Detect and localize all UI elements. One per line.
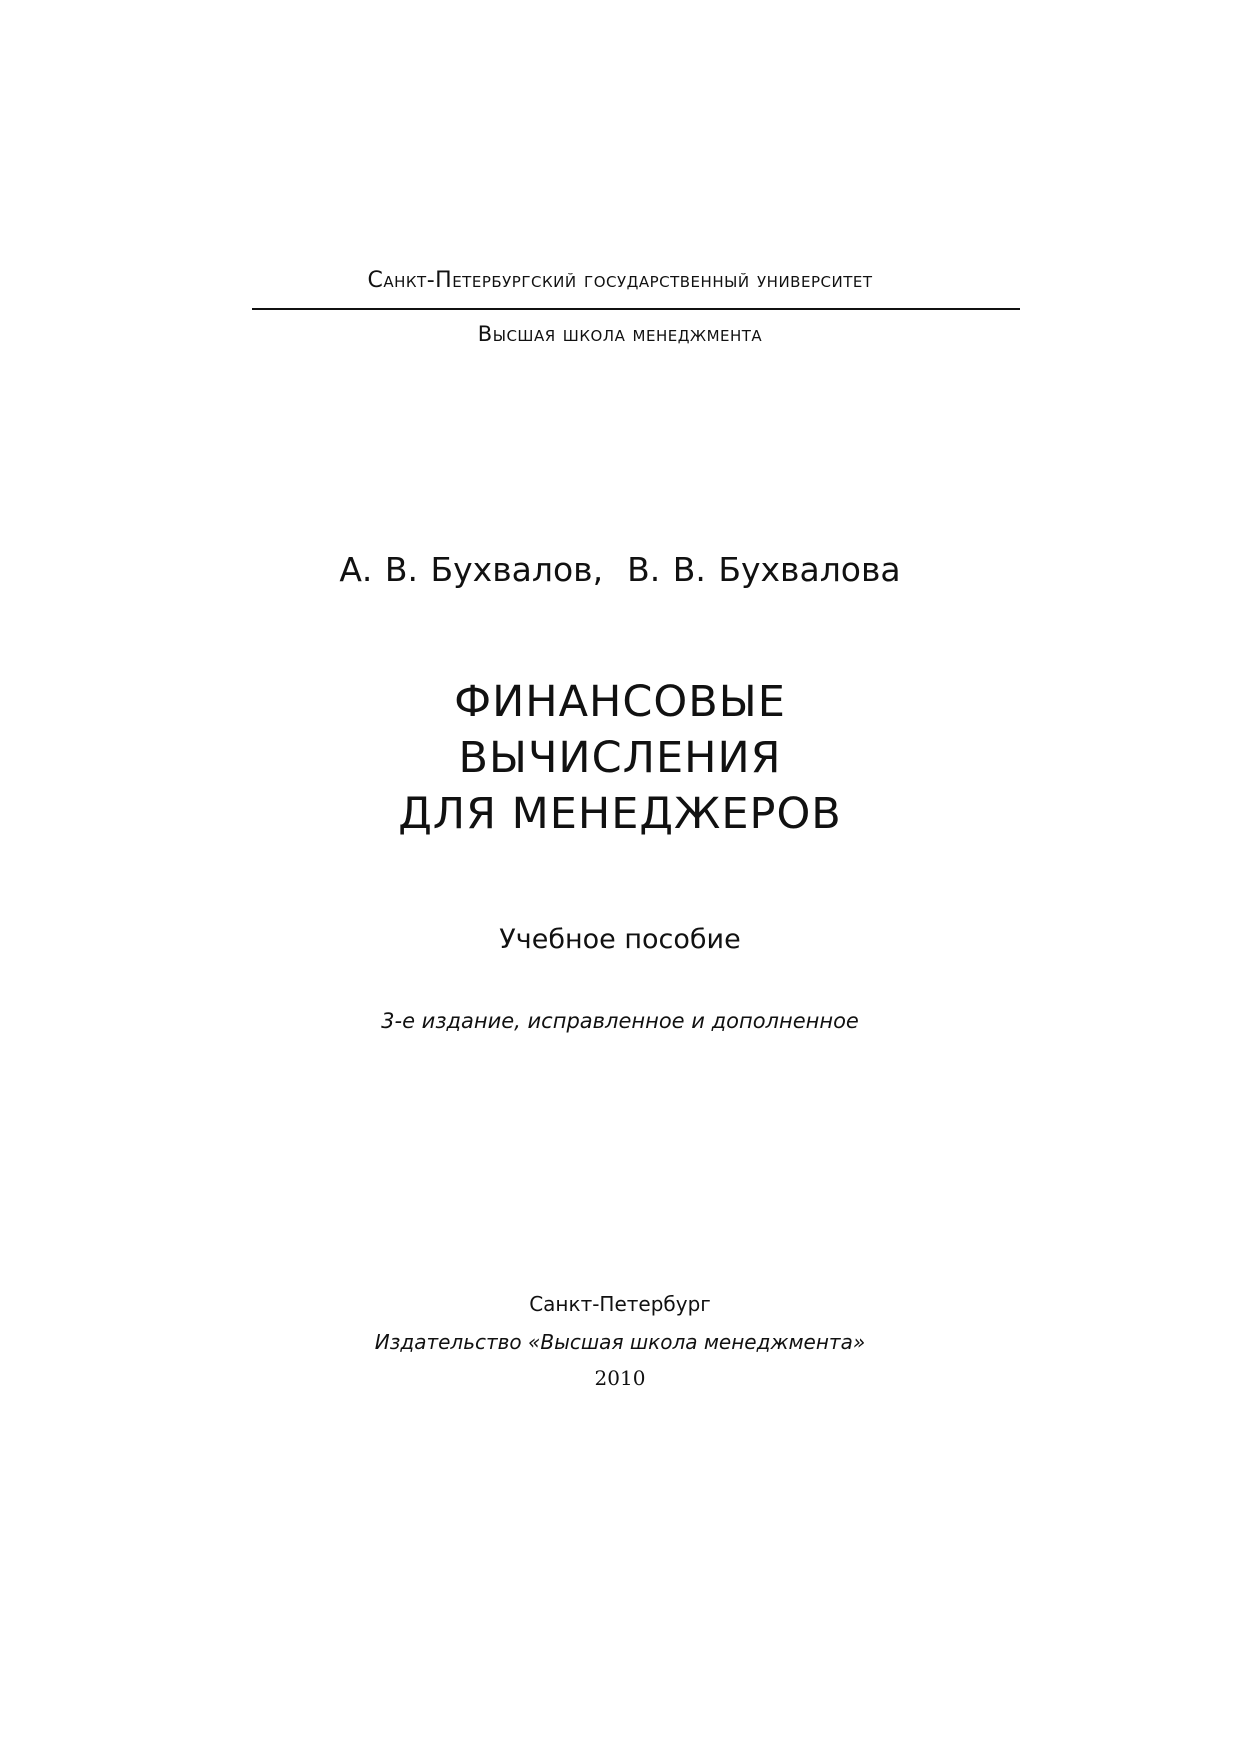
title-line-1: ФИНАНСОВЫЕ <box>454 677 786 727</box>
edition-note: 3-е издание, исправленное и дополненное <box>381 1009 859 1033</box>
author-1: А. В. Бухвалов, <box>339 550 604 589</box>
book-subtitle: Учебное пособие <box>499 924 741 955</box>
school-name: Высшая школа менеджмента <box>477 322 763 346</box>
authors <box>0 550 1240 589</box>
title-line-2: ВЫЧИСЛЕНИЯ <box>458 733 782 783</box>
book-title <box>0 674 1240 842</box>
imprint-year: 2010 <box>594 1366 646 1390</box>
title-line-3: ДЛЯ МЕНЕДЖЕРОВ <box>398 789 842 839</box>
imprint-city: Санкт-Петербург <box>529 1292 711 1316</box>
imprint-publisher: Издательство «Высшая школа менеджмента» <box>374 1330 866 1354</box>
organization-name: Санкт-Петербургский государственный университет <box>367 268 873 293</box>
author-2: В. В. Бухвалова <box>627 550 901 589</box>
header-divider <box>252 308 1020 310</box>
